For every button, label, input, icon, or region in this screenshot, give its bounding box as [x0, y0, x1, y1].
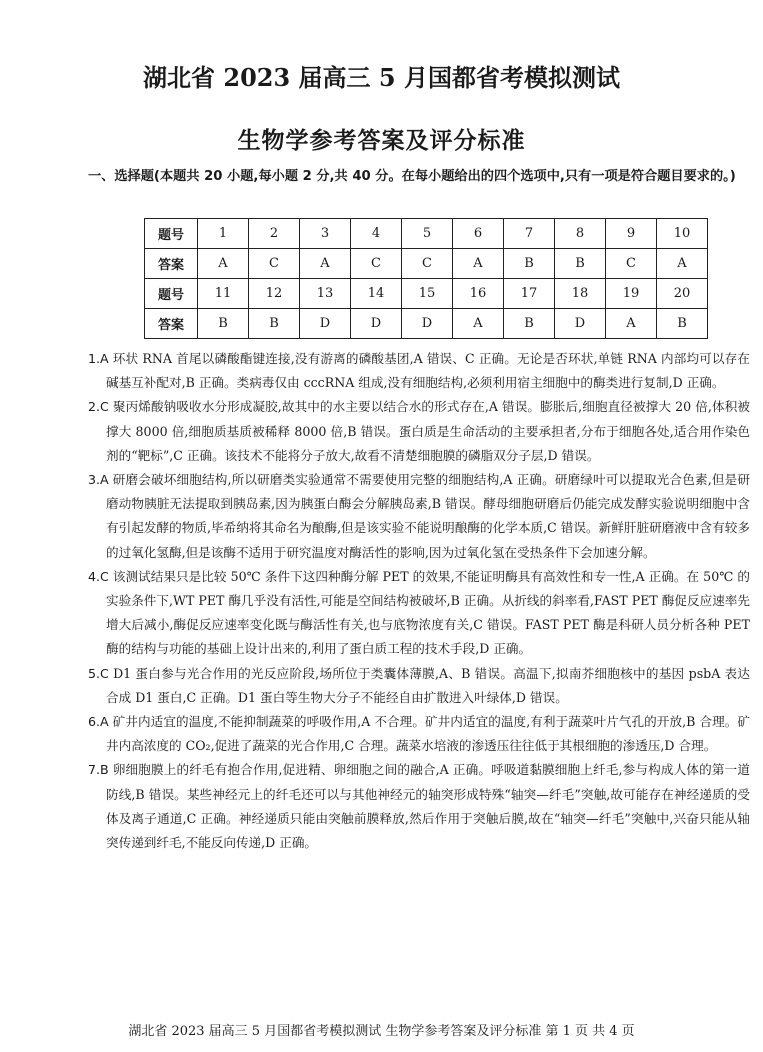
explanation-number: 1.A [88, 351, 113, 366]
question-label-cell: 题号 [145, 279, 198, 309]
question-cell: 9 [606, 219, 657, 249]
question-cell: 6 [453, 219, 504, 249]
answer-cell: C [351, 249, 402, 279]
question-label-cell: 题号 [145, 219, 198, 249]
answer-cell: C [402, 249, 453, 279]
explanation-number: 2.C [88, 399, 113, 415]
question-cell: 19 [606, 279, 657, 309]
table-row-question [145, 219, 708, 249]
page-footer: 湖北省 2023 届高三 5 月国都省考模拟测试 生物学参考答案及评分标准 第 1 页 共 4 页 [128, 1024, 635, 1039]
question-cell: 1 [198, 219, 249, 249]
answer-cell: A [657, 249, 708, 279]
question-cell: 18 [555, 279, 606, 309]
explanation-item [88, 468, 750, 565]
question-cell: 5 [402, 219, 453, 249]
explanation-text: 聚丙烯酸钠吸收水分形成凝胶,故其中的水主要以结合水的形式存在,A 错误。膨胀后,细胞直径被撑大 20 倍,体积被撑大 8000 倍,细胞质基质被稀释 8000 倍,B 错误。蛋白质是生命活动的主要承担者,分布于细胞各处,适合用作染色剂的“靶标”,C 正确。该技术不能将分子放大,故看不清楚细胞膜的磷脂双分子层,D 错误。 [106, 399, 750, 463]
answer-label-cell: 答案 [145, 249, 198, 279]
explanation-list [88, 347, 750, 855]
answer-cell: D [300, 309, 351, 339]
explanation-text: 该测试结果只是比较 50℃ 条件下这四种酶分解 PET 的效果,不能证明酶具有高效性和专一性,A 正确。在 50℃ 的实验条件下,WT PET 酶几乎没有活性,可能是空间结构被破坏,B 正确。从折线的斜率看,FAST PET 酶促反应速率先增大后减小,酶促反应速率变化既与酶活性有关,也与底物浓度有关,C 错误。FAST PET 酶是科研人员分析各种 PET 酶的结构与功能的基础上设计出来的,利用了蛋白质工程的技术手段,D 正确。 [106, 568, 751, 657]
explanation-text: 矿井内适宜的温度,不能抑制蔬菜的呼吸作用,A 不合理。矿井内适宜的温度,有利于蔬菜叶片气孔的开放,B 合理。矿井内高浓度的 CO₂,促进了蔬菜的光合作用,C 合理。蔬菜水培液的渗透压往往低于其根细胞的渗透压,D 合理。 [106, 714, 750, 754]
answer-cell: B [504, 309, 555, 339]
answer-table [144, 218, 708, 339]
explanation-number: 5.C [88, 665, 114, 681]
question-cell: 11 [198, 279, 249, 309]
answer-cell: B [504, 249, 555, 279]
answer-cell: D [402, 309, 453, 339]
explanation-number: 7.B [88, 762, 113, 778]
explanation-text: D1 蛋白参与光合作用的光反应阶段,场所位于类囊体薄膜,A、B 错误。高温下,拟南芥细胞核中的基因 psbA 表达合成 D1 蛋白,C 正确。D1 蛋白等生物大分子不能经自由扩散进入叶绿体,D 错误。 [106, 665, 750, 705]
question-cell: 12 [249, 279, 300, 309]
question-cell: 8 [555, 219, 606, 249]
document-title: 湖北省 2023 届高三 5 月国都省考模拟测试 [143, 63, 620, 92]
explanation-item [88, 758, 750, 855]
question-cell: 16 [453, 279, 504, 309]
answer-cell: A [453, 309, 504, 339]
explanation-number: 3.A [88, 472, 113, 488]
question-cell: 17 [504, 279, 555, 309]
question-cell: 14 [351, 279, 402, 309]
answer-cell: B [555, 249, 606, 279]
question-cell: 10 [657, 219, 708, 249]
answer-cell: B [198, 309, 249, 339]
table-row-answer [145, 249, 708, 279]
answer-cell: C [249, 249, 300, 279]
explanation-item [88, 347, 750, 395]
question-cell: 7 [504, 219, 555, 249]
answer-cell: A [606, 309, 657, 339]
question-cell: 4 [351, 219, 402, 249]
explanation-text: 环状 RNA 首尾以磷酸酯键连接,没有游离的磷酸基团,A 错误、C 正确。无论是否环状,单链 RNA 内部均可以存在碱基互补配对,B 正确。类病毒仅由 cccRNA 组成,没有细胞结构,必须利用宿主细胞中的酶类进行复制,D 正确。 [106, 351, 750, 391]
answer-cell: A [300, 249, 351, 279]
explanation-text: 卵细胞膜上的纤毛有抱合作用,促进精、卵细胞之间的融合,A 正确。呼吸道黏膜细胞上纤毛,参与构成人体的第一道防线,B 错误。某些神经元上的纤毛还可以与其他神经元的轴突形成特殊“轴突—纤毛”突触,故可能存在神经递质的受体及离子通道,C 正确。神经递质只能由突触前膜释放,然后作用于突触后膜,故在“轴突—纤毛”突触中,兴奋只能从轴突传递到纤毛,不能反向传递,D 正确。 [106, 762, 750, 851]
explanation-item [88, 710, 750, 758]
question-cell: 13 [300, 279, 351, 309]
document-subtitle: 生物学参考答案及评分标准 [237, 127, 526, 154]
explanation-item [88, 565, 750, 662]
question-cell: 20 [657, 279, 708, 309]
answer-cell: D [351, 309, 402, 339]
answer-cell: A [453, 249, 504, 279]
answer-cell: A [198, 249, 249, 279]
answer-cell: B [249, 309, 300, 339]
explanation-text: 研磨会破坏细胞结构,所以研磨类实验通常不需要使用完整的细胞结构,A 正确。研磨绿叶可以提取光合色素,但是研磨动物胰脏无法提取到胰岛素,因为胰蛋白酶会分解胰岛素,B 错误。酵母细胞研磨后仍能完成发酵实验说明细胞中含有引起发酵的物质,毕希纳将其命名为酿酶,但是该实验不能说明酿酶的化学本质,C 错误。新鲜肝脏研磨液中含有较多的过氧化氢酶,但是该酶不适用于研究温度对酶活性的影响,因为过氧化氢在受热条件下会加速分解。 [106, 472, 751, 560]
explanation-number: 6.A [88, 714, 113, 730]
section-heading: 一、选择题(本题共 20 小题,每小题 2 分,共 40 分。在每小题给出的四个选项中,只有一项是符合题目要求的。) [88, 169, 736, 184]
question-cell: 2 [249, 219, 300, 249]
answer-cell: B [657, 309, 708, 339]
explanation-number: 4.C [88, 568, 113, 584]
explanation-item [88, 662, 750, 710]
answer-label-cell: 答案 [145, 309, 198, 339]
question-cell: 3 [300, 219, 351, 249]
answer-cell: D [555, 309, 606, 339]
answer-cell: C [606, 249, 657, 279]
explanation-item [88, 395, 750, 468]
table-row-answer [145, 309, 708, 339]
table-row-question [145, 279, 708, 309]
question-cell: 15 [402, 279, 453, 309]
